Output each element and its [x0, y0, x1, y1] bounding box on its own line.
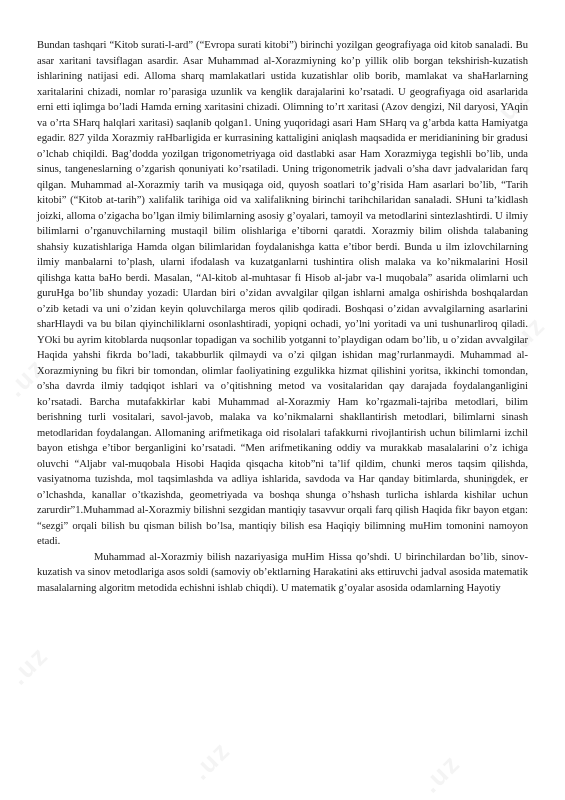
paragraph: Muhammad al-Xorazmiy bilish nazariyasiga muHim Hissa qo’shdi. U birinchilardan bo’lib, sinov-kuzatish va sinov metodlariga asos soldi (samoviy ob’ektlarning Harakatini aks ettiruvchi jadval asosida matematik masalalarning algoritm metodida echishni ishlab chiqdi). U matematik g’oyalar asosida odamlarning Hayotiy	[37, 551, 528, 594]
watermark: .uz	[0, 351, 52, 403]
watermark: .uz	[415, 747, 467, 799]
paragraph: Bundan tashqari “Kitob surati-l-ard” (“Evropa surati kitobi”) birinchi yozilgan geografiyaga oid kitob sanaladi. Bu asar xaritani tavsiflagan asardir. Asar Muhammad al-Xorazmiyning ko’p yillik olib borgan tekshirish-kuzatish ishlarining natijasi edi. Alloma sharq mamlakatlari ustida kuzatishlar olib borib, mamlakat va shaHarlarning xaritalarini chizadi, nomlar ro’parasiga uzunlik va kenglik darajalarini ko’rsatadi. U geografiyaga oid asarlarida erni etti iqlimga bo’ladi Hamda erning xaritasini chizadi. Olimning to’rt xaritasi (Azov dengizi, Nil daryosi, YAqin va o’rta SHarq halqlari xaritasi) saqlanib qolgan1. Uning yuqoridagi asari Ham SHarq va g’arbda katta Hamiyatga egadir. 827 yilda Xorazmiy raHbarligida er kurrasining kattaligini aniqlash maqsadida er meridianining bir gradusi o’lchab chiqildi. Bag’dodda yozilgan trigonometriyaga oid dastlabki asar Ham Xorazmiyga tegishli bo’lib, unda sinus, tangeneslarning o’zgarish qonuniyati ko’rsatiladi. Uning trigonometrik jadvali o’sha davr jadvalaridan farq qilgan. Muhammad al-Xorazmiy tarih va musiqaga oid, quyosh soatlari to’g’risida Ham asarlari bo’lib, “Tarih kitobi” (“Kitob at-tarih”) xalifalik tarihiga oid va xalifalikning birinchi tarihchilaridan sanaladi. SHuni ta’kidlash joizki, alloma o’zigacha bo’lgan ilmiy bilimlarning asosiy g’oyalari, tamoyil va metodlarini sintezlashtirdi. U ilmiy bilimlarni o’rganuvchilarning mustaqil bilim olishlariga e’tiborni qaratdi. Xorazmiy bilim olishda talabaning shahsiy kuzatishlariga Hamda olgan bilimlaridan foydalanishga katta e’tibor berdi. Bunda u ilm izlovchilarning ilmiy manbalarni to’plash, ularni ifodalash va kuzatganlarni tushintira olish malaka va ko’nikmalarini Hosil qilishga katta baHo berdi. Masalan, “Al-kitob al-muhtasar fi Hisob al-jabr va-l muqobala” asarida olimlarni uch guruHga bo’lib shunday yozadi: Ulardan biri o’zidan avvalgilar qilgan ishlarni amalga oshirishda boshqalardan o’zib ketadi va uni o’zidan keyin qoluvchilarga meros qilib qodiradi. Boshqasi o’zidan avvalgilarning asarlarini sharHlaydi va bu bilan qiyinchiliklarni osonlashtiradi, yopiqni ochadi, yo’lni yoritadi va uni tushunarliroq qiladi. YOki bu ayrim kitoblarda nuqsonlar topadigan va sochilib yotganni to’playdigan odam bo’lib, u o’zidan avvalgilar Haqida yahshi fikrda bo’ladi, takabburlik qilmaydi va o’zi qilgan ishidan mag’rurlanmaydi. Muhammad al-Xorazmiyning bu fikri bir tomondan, olimlar faoliyatining ezgulikka hizmat qilishini yoritsa, ikkinchi tomondan, o’sha davrda ilmiy tadqiqot ishlari va o’qitishning metod va vositalaridan qay darajada foydalanganligini ko’rsatadi. Barcha mutafakkirlar kabi Muhammad al-Xorazmiy Ham ko’rgazmali-tajriba metodlari, bilim berishning turli vositalari, savol-javob, malaka va ko’nikmalarni shakllantirish metodlari, bilimlarni sinash metodlaridan foydalangan. Allomaning arifmetikaga oid risolalari tafakkurni rivojlantirish uchun bilimlarni izchil bayon etishga e’tibor berganligini ko’rsatadi. “Men arifmetikaning oddiy va murakkab masalalarini o’z ichiga oluvchi “Aljabr val-muqobala Hisobi Haqida qisqacha kitob”ni ta’lif qildim, chunki meros taqsim qilishda, vasiyatnoma tuzishda, mol taqsimlashda va adliya ishlarida, savdoda va Har qanday bitimlarda, shuningdek, er o’lchashda, kanallar o’tkazishda, geometriyada va boshqa shunga o’hshash turlicha ishlarda kishilar uchun zarurdir”1.Muhammad al-Xorazmiy bilishni sezgidan mantiqiy tasavvur orqali farq qilish Haqida fikr bayon etgan: “sezgi” orqali bilish bu qisman bilish bo’lsa, mantiqiy bilish esa Haqiqiy bilimning muHim tomonini namoyon etadi.	[37, 40, 528, 547]
watermark: .uz	[185, 734, 237, 786]
watermark: .uz	[500, 309, 552, 361]
document-body	[37, 38, 528, 596]
watermark: .uz	[3, 639, 55, 691]
watermark: .uz	[485, 81, 537, 133]
watermark: .uz	[467, 451, 519, 503]
